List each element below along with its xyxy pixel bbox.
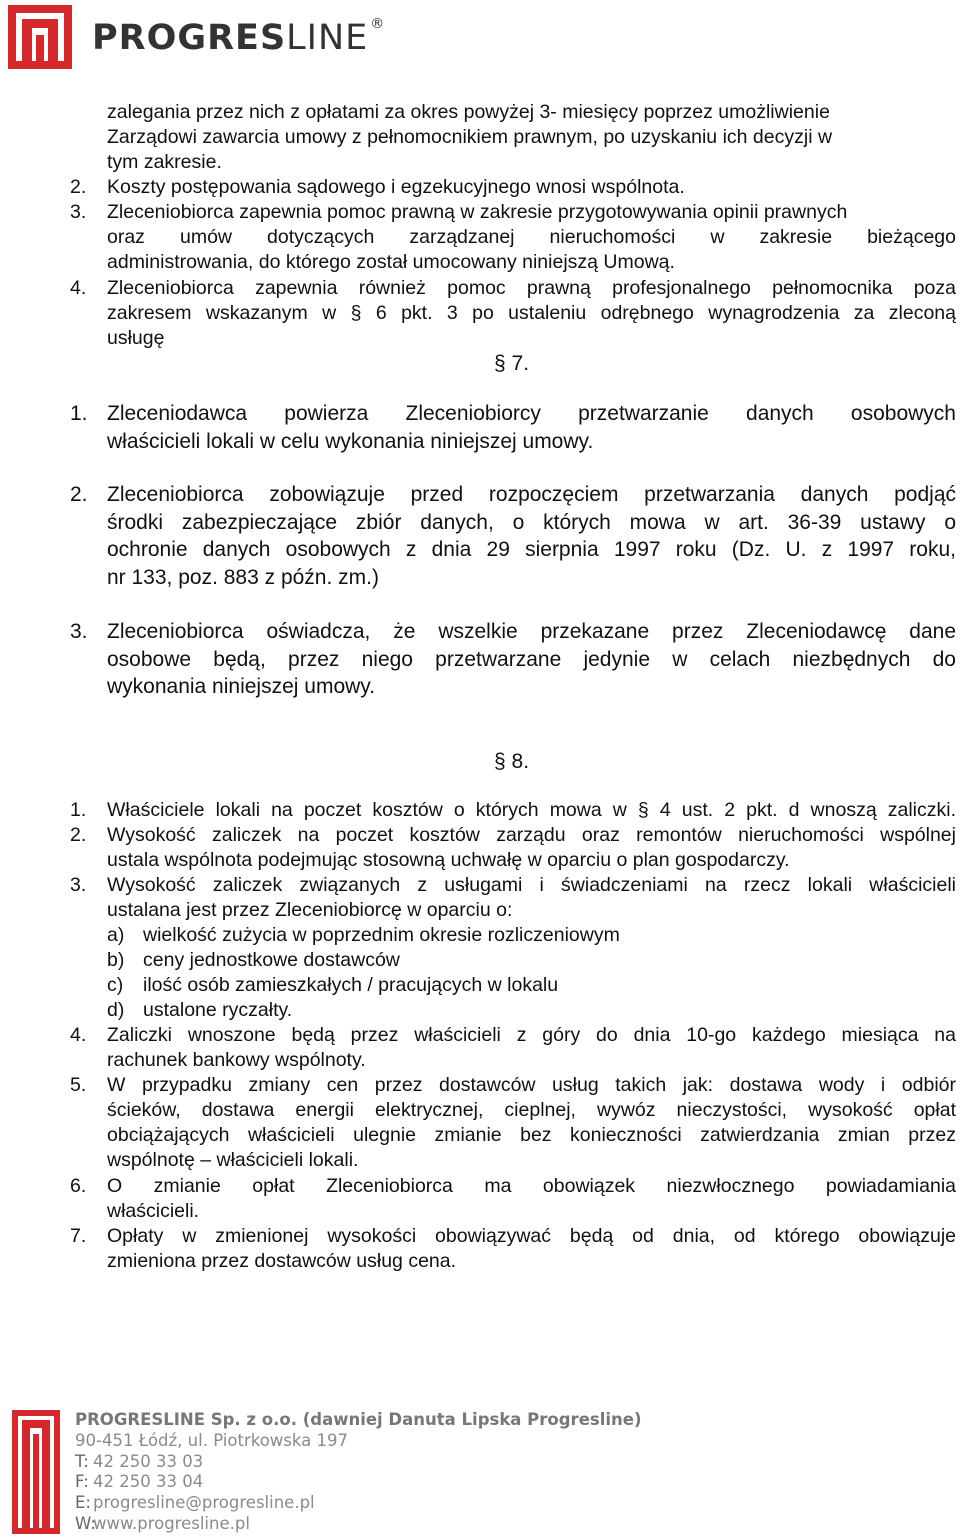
- text-line: usługę: [107, 327, 165, 349]
- subitem-label: d): [107, 999, 125, 1021]
- text-line: wspólnotę – właścicieli lokali.: [107, 1149, 359, 1171]
- section-heading-8: § 8.: [494, 750, 530, 773]
- item-number: 1.: [70, 799, 87, 821]
- sec8-item-6: [107, 1174, 956, 1224]
- text-line: właścicieli.: [107, 1200, 200, 1222]
- list-subitem: [107, 923, 956, 948]
- footer-value: 42 250 33 04: [93, 1472, 204, 1492]
- footer-fax: [75, 1472, 642, 1493]
- subitem-label: b): [107, 949, 125, 971]
- list-subitem: [107, 973, 956, 998]
- sec6-item-4: [107, 276, 956, 351]
- footer-website-link[interactable]: www.progresline.pl: [93, 1513, 250, 1533]
- text-line: Wysokość zaliczek na poczet kosztów zarządu oraz remontów nieruchomości wspólnej: [107, 824, 956, 846]
- text-line: oraz umów dotyczących zarządzanej nieruchomości w zakresie bieżącego: [107, 226, 956, 248]
- subitem-text: ustalone ryczałty.: [143, 999, 293, 1021]
- footer-contact: [75, 1410, 642, 1534]
- text-line: Zaliczki wnoszone będą przez właścicieli z góry do dnia 10-go każdego miesiąca na: [107, 1024, 956, 1046]
- text-line: Zleceniobiorca zapewnia pomoc prawną w zakresie przygotowywania opinii prawnych: [107, 201, 848, 223]
- item-number: 3.: [70, 201, 87, 223]
- footer-phone: [75, 1452, 642, 1473]
- text-line: zalegania przez nich z opłatami za okres powyżej 3- miesięcy poprzez umożliwienie: [107, 101, 830, 123]
- item-number: 7.: [70, 1225, 87, 1247]
- sec8-item-2: [107, 823, 956, 873]
- text-line: O zmianie opłat Zleceniobiorca ma obowiązek niezwłocznego powiadamiania: [107, 1175, 956, 1197]
- text-line: Zleceniobiorca zobowiązuje przed rozpoczęciem przetwarzania danych podjąć: [107, 483, 956, 506]
- item-number: 2.: [70, 176, 87, 198]
- sec8-item-7: [107, 1224, 956, 1274]
- sec8-item-1: [107, 798, 956, 823]
- footer-prefix: E:: [75, 1493, 91, 1513]
- text-line: ustala wspólnota podejmując stosowną uchwałę w oparciu o plan gospodarczy.: [107, 849, 790, 871]
- text-line: obciążających właścicieli ulegnie zmianie bez konieczności zatwierdzania zmian przez: [107, 1124, 956, 1146]
- footer-address: 90-451 Łódź, ul. Piotrkowska 197: [75, 1430, 348, 1450]
- subitem-text: ceny jednostkowe dostawców: [143, 949, 400, 971]
- sec6-item-2: [107, 175, 956, 200]
- section-heading-7: § 7.: [494, 352, 530, 375]
- sec7-item-1: [107, 400, 956, 455]
- text-line: środki zabezpieczające zbiór danych, o których mowa w art. 36-39 ustawy o: [107, 510, 956, 534]
- sec7-item-3: [107, 618, 956, 701]
- text-line: wykonania niniejszej umowy.: [107, 675, 376, 698]
- progresline-logo-icon: [8, 5, 72, 69]
- text-line: ścieków, dostawa energii elektrycznej, cieplnej, wywóz nieczystości, wysokość opłat: [107, 1099, 956, 1121]
- text-line: Zleceniodawca powierza Zleceniobiorcy przetwarzanie danych osobowych: [107, 402, 956, 425]
- item-number: 4.: [70, 277, 87, 299]
- footer-email[interactable]: [75, 1493, 642, 1514]
- text-line: W przypadku zmiany cen przez dostawców usług takich jak: dostawa wody i odbiór: [107, 1074, 956, 1096]
- footer-company: PROGRESLINE Sp. z o.o. (dawniej Danuta Lipska Progresline): [75, 1410, 642, 1429]
- text-line: zmieniona przez dostawców usług cena.: [107, 1250, 457, 1272]
- logo-wordmark-bold: PROGRES: [92, 18, 287, 58]
- text-line: Zleceniobiorca oświadcza, że wszelkie przekazane przez Zleceniodawcę dane: [107, 620, 956, 643]
- item-number: 4.: [70, 1024, 87, 1046]
- item-number: 3.: [70, 620, 88, 643]
- text-line: ustalana jest przez Zleceniobiorcę w oparciu o:: [107, 899, 513, 921]
- sec6-item-3: [107, 200, 956, 275]
- sec8-item-5: [107, 1073, 956, 1173]
- text-line: zakresem wskazanym w § 6 pkt. 3 po ustaleniu odrębnego wynagrodzenia za zleconą: [107, 302, 956, 324]
- list-subitem: [107, 998, 956, 1023]
- sec8-item-3: [107, 873, 956, 1023]
- text-line: Wysokość zaliczek związanych z usługami i świadczeniami na rzecz lokali właścicieli: [107, 874, 956, 896]
- subitem-text: ilość osób zamieszkałych / pracujących w lokalu: [143, 974, 559, 996]
- registered-mark: ®: [370, 16, 386, 32]
- item-number: 2.: [70, 824, 87, 846]
- footer-value: 42 250 33 03: [93, 1451, 204, 1471]
- text-line: Właściciele lokali na poczet kosztów o których mowa w § 4 ust. 2 pkt. d wnoszą zaliczki.: [107, 799, 956, 821]
- subitem-label: c): [107, 974, 124, 996]
- footer: [12, 1410, 642, 1534]
- text-line: administrowania, do którego został umocowany niniejszą Umową.: [107, 251, 675, 273]
- sec8-item-4: [107, 1023, 956, 1073]
- header-logo: [8, 5, 385, 69]
- list-subitem: [107, 948, 956, 973]
- footer-prefix: F:: [75, 1472, 89, 1492]
- logo-wordmark: [92, 18, 385, 58]
- text-line: tym zakresie.: [107, 151, 222, 173]
- text-line: nr 133, poz. 883 z późn. zm.): [107, 565, 379, 589]
- footer-prefix: T:: [75, 1451, 89, 1471]
- item-number: 1.: [70, 402, 88, 425]
- intro-paragraph: [107, 100, 956, 175]
- item-number: 2.: [70, 483, 88, 506]
- progresline-footer-mark-icon: [12, 1410, 60, 1534]
- text-line: Zleceniobiorca zapewnia również pomoc prawną profesjonalnego pełnomocnika poza: [107, 277, 956, 299]
- text-line: Opłaty w zmienionej wysokości obowiązywać będą od dnia, od którego obowiązuje: [107, 1225, 956, 1247]
- footer-website[interactable]: [75, 1514, 642, 1535]
- logo-wordmark-light: LINE: [286, 18, 369, 58]
- item-number: 3.: [70, 874, 87, 896]
- text-line: właścicieli lokali w celu wykonania niniejszej umowy.: [107, 429, 594, 453]
- text-line: Koszty postępowania sądowego i egzekucyjnego wnosi wspólnota.: [107, 176, 685, 198]
- footer-prefix: W:: [75, 1513, 96, 1533]
- footer-email-link[interactable]: progresline@progresline.pl: [93, 1493, 315, 1513]
- text-line: rachunek bankowy wspólnoty.: [107, 1049, 366, 1071]
- subitem-label: a): [107, 924, 125, 946]
- item-number: 6.: [70, 1175, 87, 1197]
- item-number: 5.: [70, 1074, 87, 1096]
- text-line: Zarządowi zawarcia umowy z pełnomocnikiem prawnym, po uzyskaniu ich decyzji w: [107, 126, 833, 148]
- text-line: osobowe będą, przez niego przetwarzane jedynie w celach niezbędnych do: [107, 647, 956, 671]
- text-line: ochronie danych osobowych z dnia 29 sierpnia 1997 roku (Dz. U. z 1997 roku,: [107, 538, 956, 561]
- subitem-text: wielkość zużycia w poprzednim okresie rozliczeniowym: [143, 924, 620, 946]
- sec7-item-2: [107, 481, 956, 591]
